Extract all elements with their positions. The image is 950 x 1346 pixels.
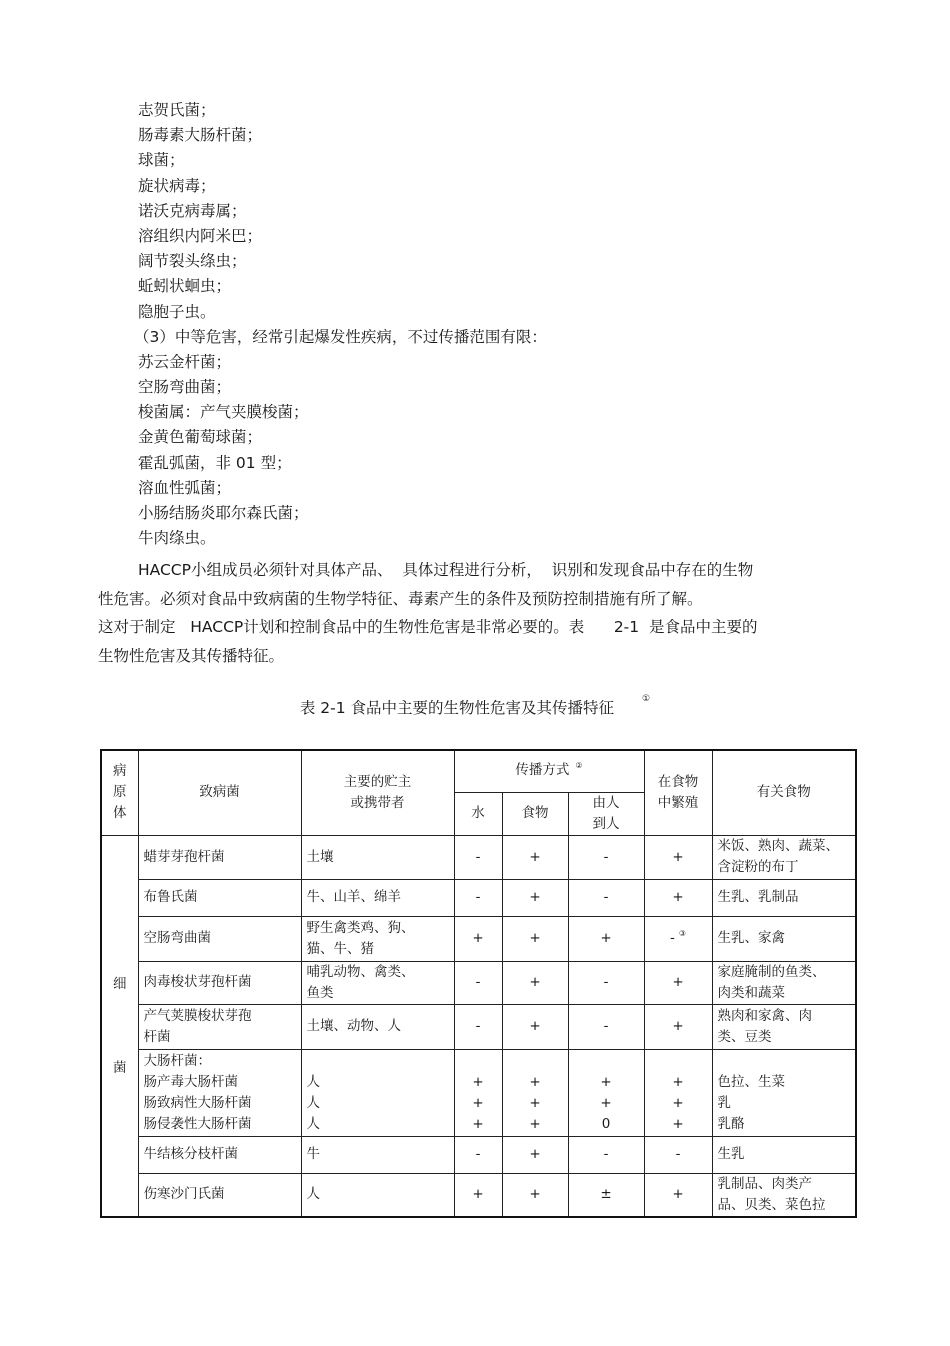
water-cell-line: - [475,848,481,865]
multiply-cell-line: + [672,974,684,990]
person-cell-line: - [603,1146,609,1162]
reservoir-cell [301,1136,454,1173]
multiply-cell-line: + [672,889,684,905]
header-multiply-1: 在食物 [657,773,699,790]
water-cell [454,835,502,879]
food-cell-line: + [529,974,541,990]
person-cell-line: + [600,930,612,946]
person-cell-line: - [603,889,609,905]
food-cell [502,1173,568,1217]
table-row [101,835,856,879]
person-cell [568,1173,644,1217]
reservoir-cell-line [307,1051,449,1072]
multiply-footnote-mark: ③ [678,928,687,938]
header-pathogen-type-3: 体 [113,805,127,822]
person-cell-line: - [603,848,609,865]
header-reservoir-2: 或携带者 [350,794,405,811]
table-body [101,835,856,1217]
category-spacer [107,995,133,1057]
food-cell-line: + [529,889,541,905]
reservoir-cell-line: 人 [306,1186,320,1203]
table-row [101,961,856,1004]
pathogen-cell-line: 肉毒梭状芽孢杆菌 [143,974,252,990]
reservoir-cell-line: 野生禽类鸡、狗、 [306,919,415,936]
water-cell-line: + [472,1073,484,1090]
person-cell-line: - [603,974,609,990]
list-item: 旋状病毒； [138,176,216,195]
food-cell-line: + [529,1115,541,1132]
foods-cell-line [718,1051,851,1072]
pathogen-cell-line: 蜡芽芽孢杆菌 [143,848,225,865]
water-cell [454,879,502,916]
pathogen-cell [138,916,301,961]
food-cell-line: + [529,1186,541,1203]
reservoir-cell [301,1049,454,1136]
paragraph-line: 这对于制定 HACCP计划和控制食品中的生物性危害是非常必要的。表 2-1 是食品中主要的 [98,618,758,637]
reservoir-cell [301,961,454,1004]
food-cell-line: + [529,1018,541,1034]
header-pathogen-type-1: 病 [113,763,127,780]
pathogen-cell-line: 肠致病性大肠杆菌 [143,1094,252,1111]
caption-text: 表 2-1 食品中主要的生物性危害及其传播特征 [299,699,615,718]
reservoir-cell [301,916,454,961]
person-cell [568,1049,644,1136]
food-cell [502,835,568,879]
multiply-cell [644,961,712,1004]
multiply-cell-line: + [672,848,684,865]
list-item: 阔节裂头绦虫； [138,252,247,271]
foods-cell-line: 品、贝类、菜色拉 [717,1196,826,1213]
multiply-cell-line: - ③ [670,928,687,946]
table-row [101,1173,856,1217]
food-cell [502,916,568,961]
reservoir-cell [301,835,454,879]
header-foods: 有关食物 [712,750,856,835]
water-cell-line: + [472,1186,484,1203]
multiply-cell [644,835,712,879]
reservoir-cell-line: 牛、山羊、绵羊 [306,889,401,905]
list-item: 金黄色葡萄球菌； [138,428,263,447]
multiply-cell-line: + [672,1186,684,1203]
paragraph-line: HACCP小组成员必须针对具体产品、 具体过程进行分析， 识别和发现食品中存在的生物 [138,561,754,579]
pathogen-cell [138,961,301,1004]
food-cell [502,879,568,916]
person-cell [568,961,644,1004]
list-item: 肠毒素大肠杆菌； [138,126,263,145]
foods-cell [712,1136,856,1173]
reservoir-cell-line: 人 [306,1115,320,1132]
foods-cell-line: 生乳、家禽 [717,930,786,946]
person-cell-line: + [600,1073,612,1090]
water-cell-line: + [472,1115,484,1132]
water-cell [454,1004,502,1049]
multiply-cell [644,916,712,961]
list-item: 霍乱弧菌，非 01 型； [138,453,292,472]
food-cell-line [508,1051,563,1072]
header-pathogen-type-2: 原 [113,784,127,801]
pathogen-cell-line: 牛结核分枝杆菌 [143,1146,238,1162]
body-paragraph [98,556,850,670]
person-cell [568,835,644,879]
water-cell-line: - [475,889,481,905]
table-row [101,1004,856,1049]
multiply-cell-line: + [672,1073,684,1090]
category-char: 菌 [113,1059,127,1076]
list-item: 牛肉绦虫。 [138,529,216,548]
foods-cell-line: 色拉、生菜 [717,1073,786,1090]
multiply-cell [644,1173,712,1217]
pathogen-cell [138,879,301,916]
water-cell [454,1049,502,1136]
hazard-table [100,749,857,1218]
header-reservoir-1: 主要的贮主 [343,773,412,790]
list-item: 苏云金杆菌； [138,352,232,371]
person-cell-line: - [603,1018,609,1034]
header-transmission-note: ② [575,761,583,771]
category-char: 细 [113,975,127,992]
person-cell [568,916,644,961]
header-transmission-text: 传播方式 [515,762,570,779]
multiply-cell [644,1136,712,1173]
header-row-1 [101,750,856,792]
foods-cell-line: 肉类和蔬菜 [717,984,786,1001]
water-cell [454,1173,502,1217]
foods-cell-line: 家庭腌制的鱼类、 [717,963,826,980]
paragraph-line: 生物性危害及其传播特征。 [98,646,285,665]
multiply-cell [644,1004,712,1049]
header-food: 食物 [502,792,568,835]
foods-cell [712,1173,856,1217]
water-cell-line: + [472,1094,484,1111]
list-item: 小肠结肠炎耶尔森氏菌； [138,504,309,522]
multiply-cell [644,1049,712,1136]
header-multiply-2: 中繁殖 [657,794,699,811]
foods-cell [712,879,856,916]
reservoir-cell-line: 人 [306,1073,320,1090]
person-cell-line: 0 [601,1115,611,1132]
food-cell-line: + [529,1146,541,1162]
list-item: 诺沃克病毒属； [138,201,247,220]
foods-cell-line: 类、豆类 [717,1028,772,1045]
food-cell [502,1136,568,1173]
list-item: （3）中等危害，经常引起爆发性疾病，不过传播范围有限： [134,327,547,346]
header-reservoir [301,750,454,835]
header-pathogen: 致病菌 [138,750,301,835]
foods-cell [712,1004,856,1049]
header-person [568,792,644,835]
reservoir-cell-line: 哺乳动物、禽类、 [306,963,415,980]
water-cell [454,961,502,1004]
water-cell [454,916,502,961]
person-cell-line [574,1051,639,1072]
category-cell [101,835,138,1217]
header-multiply [644,750,712,835]
table-row [101,1049,856,1136]
pathogen-cell [138,1004,301,1049]
table-caption [0,693,950,720]
water-cell-line: - [475,1018,481,1034]
reservoir-cell-line: 牛 [306,1146,320,1162]
pathogen-list [134,98,858,551]
list-item: 球菌； [138,151,185,170]
multiply-cell-line: + [672,1018,684,1034]
pathogen-cell-line: 肠侵袭性大肠杆菌 [143,1115,252,1132]
paragraph-line: 性危害。必须对食品中致病菌的生物学特征、毒素产生的条件及预防控制措施有所了解。 [98,589,703,608]
list-item: 志贺氏菌； [138,101,216,119]
water-cell-line: - [475,1146,481,1162]
pathogen-cell-line: 肠产毒大肠杆菌 [143,1073,238,1090]
header-water: 水 [454,792,502,835]
food-cell [502,961,568,1004]
header-person-2: 到人 [592,815,620,832]
food-cell-line: + [529,1094,541,1111]
foods-cell [712,961,856,1004]
pathogen-cell [138,1049,301,1136]
reservoir-cell [301,879,454,916]
table-row [101,879,856,916]
reservoir-cell [301,1173,454,1217]
reservoir-cell [301,1004,454,1049]
foods-cell [712,916,856,961]
pathogen-cell-line: 布鲁氏菌 [143,889,198,905]
header-person-1: 由人 [592,794,620,811]
list-item: 隐胞子虫。 [138,302,216,321]
pathogen-cell [138,835,301,879]
pathogen-cell-line: 伤寒沙门氏菌 [143,1186,225,1203]
foods-cell [712,1049,856,1136]
pathogen-cell [138,1173,301,1217]
food-cell [502,1049,568,1136]
water-cell-line: + [472,930,484,946]
caption-footnote-mark: ① [642,694,651,704]
multiply-cell-line [650,1051,707,1072]
person-cell [568,879,644,916]
reservoir-cell-line: 猫、牛、猪 [306,940,374,957]
foods-cell-line: 含淀粉的布丁 [717,859,799,875]
multiply-cell-line: + [672,1115,684,1132]
reservoir-cell-line: 土壤 [306,848,334,865]
person-cell-line: + [600,1094,612,1111]
foods-cell-line: 熟肉和家禽、肉 [717,1007,813,1024]
list-item: 梭菌属：产气夹膜梭菌； [138,403,309,422]
pathogen-cell-line: 杆菌 [143,1028,171,1045]
list-item: 溶组织内阿米巴； [138,226,263,245]
list-item: 空肠弯曲菌； [138,378,232,397]
table-row [101,916,856,961]
food-cell-line: + [529,1073,541,1090]
reservoir-cell-line: 鱼类 [306,984,334,1001]
foods-cell-line: 乳制品、肉类产 [717,1175,813,1192]
foods-cell-line: 生乳、乳制品 [717,889,799,905]
header-transmission [454,750,644,792]
pathogen-cell-line: 空肠弯曲菌 [143,930,211,946]
foods-cell [712,835,856,879]
food-cell-line: + [529,930,541,946]
person-cell [568,1136,644,1173]
foods-cell-line: 乳酪 [717,1115,745,1132]
food-cell-line: + [529,848,541,865]
foods-cell-line: 米饭、熟肉、蔬菜、 [717,838,840,854]
pathogen-cell [138,1136,301,1173]
reservoir-cell-line: 土壤、动物、人 [306,1018,401,1034]
multiply-cell-line: - [675,1146,681,1162]
pathogen-cell-line: 大肠杆菌： [143,1052,211,1069]
water-cell-line: - [475,974,481,990]
pathogen-cell-line: 产气荚膜梭状芽孢 [143,1007,252,1024]
water-cell-line [460,1051,497,1072]
table-row [101,1136,856,1173]
reservoir-cell-line: 人 [306,1094,320,1111]
header-pathogen-type [101,750,138,835]
water-cell [454,1136,502,1173]
food-cell [502,1004,568,1049]
multiply-cell-line: + [672,1094,684,1111]
list-item: 蚯蚓状蛔虫； [138,277,232,296]
foods-cell-line: 乳 [717,1094,732,1111]
list-item: 溶血性弧菌； [138,478,232,497]
foods-cell-line: 生乳 [717,1146,745,1162]
person-cell [568,1004,644,1049]
multiply-cell [644,879,712,916]
person-cell-line: ± [600,1186,612,1203]
